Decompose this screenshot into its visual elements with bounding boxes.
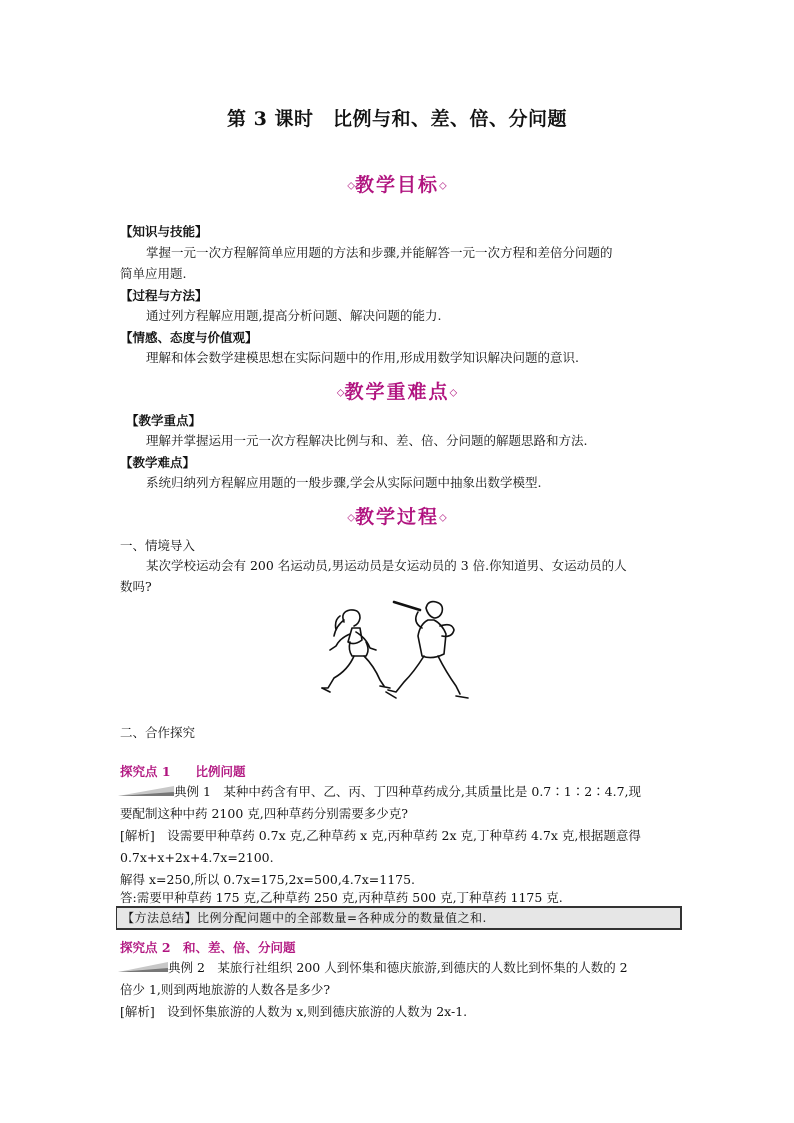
explore-point-2: 探究点 2 和、差、倍、分问题 — [120, 940, 296, 955]
part2-heading: 二、合作探究 — [120, 725, 196, 740]
example2-question-cont: 倍少 1,则到两地旅游的人数各是多少? — [120, 982, 331, 997]
diamond-icon: ◇ — [439, 180, 447, 192]
part1-text: 某次学校运动会有 200 名运动员,男运动员是女运动员的 3 倍.你知道男、女运动员的人 — [146, 558, 627, 573]
explore-point-1: 探究点 1 比例问题 — [120, 764, 246, 779]
runner-figure — [322, 610, 390, 692]
banner-process-text: 教学过程 — [354, 506, 439, 528]
example1-equation: 0.7x+x+2x+4.7x=2100. — [120, 850, 274, 865]
batter-figure — [386, 602, 468, 698]
process-method-text: 通过列方程解应用题,提高分析问题、解决问题的能力. — [146, 308, 442, 323]
example1-answer: 答:需要甲种草药 175 克,乙种草药 250 克,丙种草药 500 克,丁种草药 1175 克. — [120, 890, 563, 905]
knowledge-text-cont: 简单应用题. — [120, 266, 187, 281]
example1-question-cont: 要配制这种中药 2100 克,四种草药分别需要多少克? — [120, 806, 408, 821]
difficulty-text: 系统归纳列方程解应用题的一般步骤,学会从实际问题中抽象出数学模型. — [146, 475, 542, 490]
example1-question: 典例 1 某种中药含有甲、乙、丙、丁四种草药成分,其质量比是 0.7∶1∶2∶4.7,现 — [174, 784, 642, 799]
banner-teaching-goals — [0, 170, 794, 197]
process-method-label: 【过程与方法】 — [120, 288, 208, 303]
focus-label: 【教学重点】 — [126, 413, 202, 428]
example1-analysis: [解析] 设需要甲种草药 0.7x 克,乙种草药 x 克,丙种草药 2x 克,丁种草药 4.7x 克,根据题意得 — [120, 828, 641, 843]
page-title: 第 3 课时 比例与和、差、倍、分问题 — [227, 108, 567, 130]
example2-question: 典例 2 某旅行社组织 200 人到怀集和德庆旅游,到德庆的人数比到怀集的人数的 2 — [168, 960, 628, 975]
knowledge-text: 掌握一元一次方程解简单应用题的方法和步骤,并能解答一元一次方程和差倍分问题的 — [146, 245, 613, 260]
example1-solution: 解得 x=250,所以 0.7x=175,2x=500,4.7x=1175. — [120, 872, 416, 887]
example-marker-icon — [118, 960, 168, 974]
focus-text: 理解并掌握运用一元一次方程解决比例与和、差、倍、分问题的解题思路和方法. — [146, 433, 588, 448]
knowledge-label: 【知识与技能】 — [120, 224, 208, 239]
emotion-text: 理解和体会数学建模思想在实际问题中的作用,形成用数学知识解决问题的意识. — [146, 350, 579, 365]
method-summary-box: 【方法总结】比例分配问题中的全部数量=各种成分的数量值之和. — [116, 906, 682, 930]
diamond-icon: ◇ — [449, 387, 458, 399]
athletes-illustration — [300, 600, 490, 710]
banner-teaching-process — [0, 502, 794, 529]
example-marker-icon — [118, 784, 174, 798]
banner-key-points-text: 教学重难点 — [344, 381, 450, 403]
banner-goals-text: 教学目标 — [354, 174, 439, 196]
diamond-icon: ◇ — [347, 180, 355, 192]
banner-key-points — [0, 377, 794, 404]
difficulty-label: 【教学难点】 — [120, 455, 196, 470]
emotion-label: 【情感、态度与价值观】 — [120, 330, 258, 345]
part1-text-cont: 数吗? — [120, 579, 152, 594]
diamond-icon: ◇ — [336, 387, 345, 399]
diamond-icon: ◇ — [347, 512, 355, 524]
part1-heading: 一、情境导入 — [120, 538, 196, 553]
example2-analysis: [解析] 设到怀集旅游的人数为 x,则到德庆旅游的人数为 2x-1. — [120, 1004, 468, 1019]
diamond-icon: ◇ — [439, 512, 447, 524]
